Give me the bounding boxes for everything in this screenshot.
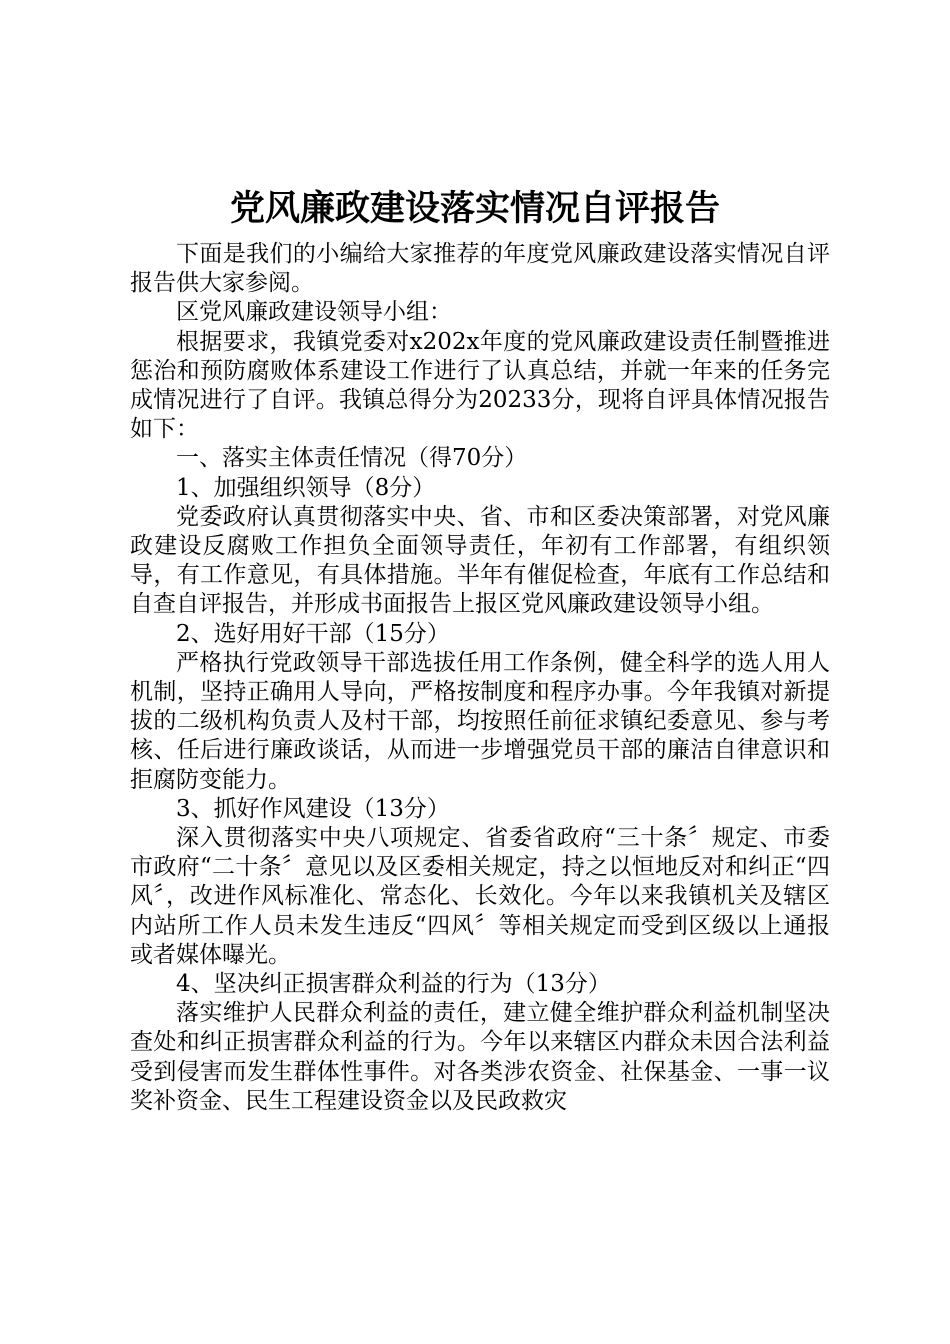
paragraph-body: 党委政府认真贯彻落实中央、省、市和区委决策部署，对党风廉政建设反腐败工作担负全面领导责任，年初有工作部署，有组织领导，有工作意见，有具体措施。半年有催促检查，年底有工作总结和自查自评报告，并形成书面报告上报区党风廉政建设领导小组。 <box>130 503 830 618</box>
paragraph-intro: 下面是我们的小编给大家推荐的年度党风廉政建设落实情况自评报告供大家参阅。 <box>130 241 830 297</box>
section-heading: 一、落实主体责任情况（得70分） <box>176 445 528 472</box>
subsection-heading: 2、选好用好干部（15分） <box>176 620 450 647</box>
subsection-heading: 3、抓好作风建设（13分） <box>176 795 450 822</box>
paragraph-body: 严格执行党政领导干部选拔任用工作条例，健全科学的选人用人机制，坚持正确用人导向，严格按制度和程序办事。今年我镇对新提拔的二级机构负责人及村干部，均按照任前征求镇纪委意见、参与考核、任后进行廉政谈话，从而进一步增强党员干部的廉洁自律意识和拒腐防变能力。 <box>130 649 830 793</box>
paragraph-body: 深入贯彻落实中央八项规定、省委省政府“三十条〞规定、市委市政府“二十条〞意见以及区委相关规定，持之以恒地反对和纠正“四风〞，改进作风标准化、常态化、长效化。今年以来我镇机关及辖区内站所工作人员未发生违反“四风〞等相关规定而受到区级以上通报或者媒体曝光。 <box>130 825 830 968</box>
paragraph-summary: 根据要求，我镇党委对x202x年度的党风廉政建设责任制暨推进惩治和预防腐败体系建设工作进行了认真总结，并就一年来的任务完成情况进行了自评。我镇总得分为20233分，现将自评具体情况报告如下： <box>130 328 830 443</box>
paragraph-body: 落实维护人民群众利益的责任，建立健全维护群众利益机制坚决查处和纠正损害群众利益的行为。今年以来辖区内群众未因合法利益受到侵害而发生群体性事件。对各类涉农资金、社保基金、一事一议奖补资金、民生工程建设资金以及民政救灾 <box>130 1000 830 1114</box>
subsection-heading: 4、坚决纠正损害群众利益的行为（13分） <box>176 971 611 998</box>
document-body <box>130 240 830 1116</box>
subsection-heading: 1、加强组织领导（8分） <box>176 474 436 501</box>
paragraph-salutation: 区党风廉政建设领导小组： <box>176 299 452 326</box>
document-title: 党风廉政建设落实情况自评报告 <box>229 188 720 229</box>
